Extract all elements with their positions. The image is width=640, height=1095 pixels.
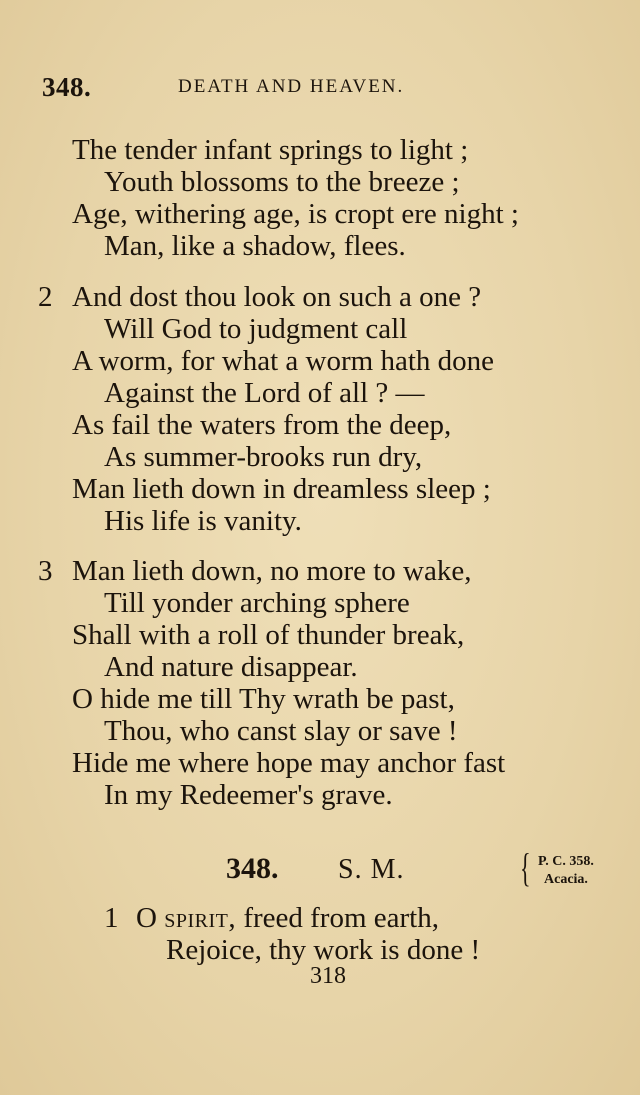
line-rest: freed from earth, [236,902,439,934]
tune-name: Acacia. [544,872,588,887]
stanza-number: 1 [104,902,119,934]
tune-ref-line: P. C. 358. [538,854,594,869]
verse-line: Man lieth down, no more to wake, [72,555,472,587]
folio-number: 318 [310,963,346,989]
brace-glyph: { [520,845,531,890]
hymn-number: 348. [226,852,279,885]
stanza-number: 2 [38,281,53,313]
running-title: DEATH AND HEAVEN. [178,76,405,97]
page-header [42,72,602,106]
verse-line: Hide me where hope may anchor fast [72,747,506,779]
verse-line: O hide me till Thy wrath be past, [72,683,455,715]
first-word: O [136,902,157,934]
verse-line: As fail the waters from the deep, [72,409,452,441]
verse-line: Man, like a shadow, flees. [104,230,406,262]
verse-line: A worm, for what a worm hath done [72,345,495,377]
verse-line: The tender infant springs to light ; [72,134,469,166]
verse-line: In my Redeemer's grave. [104,779,393,811]
verse-line: And nature disappear. [104,651,358,683]
page-number: 348. [42,72,92,102]
verse-line: Will God to judgment call [104,313,408,345]
verse-line-first [136,902,439,934]
verse-line: Rejoice, thy work is done ! [166,934,481,966]
verse-line: Youth blossoms to the breeze ; [104,166,460,198]
verse-line: His life is vanity. [104,505,302,537]
verse-line: Thou, who canst slay or save ! [104,715,458,747]
small-caps-word: spirit, [164,902,237,934]
verse-line: Age, withering age, is cropt ere night ; [72,198,519,230]
stanza-number: 3 [38,555,53,587]
verse-line: As summer-brooks run dry, [104,441,423,473]
hymn-meter: S. M. [338,854,405,885]
verse-line: Man lieth down in dreamless sleep ; [72,473,491,505]
page-footer [0,963,640,990]
tune-reference [520,845,620,892]
verse-line: And dost thou look on such a one ? [72,281,482,313]
verse-line: Shall with a roll of thunder break, [72,619,465,651]
verse-line: Till yonder arching sphere [104,587,410,619]
verse-line: Against the Lord of all ? — [104,377,425,409]
hymn-heading [0,845,640,898]
